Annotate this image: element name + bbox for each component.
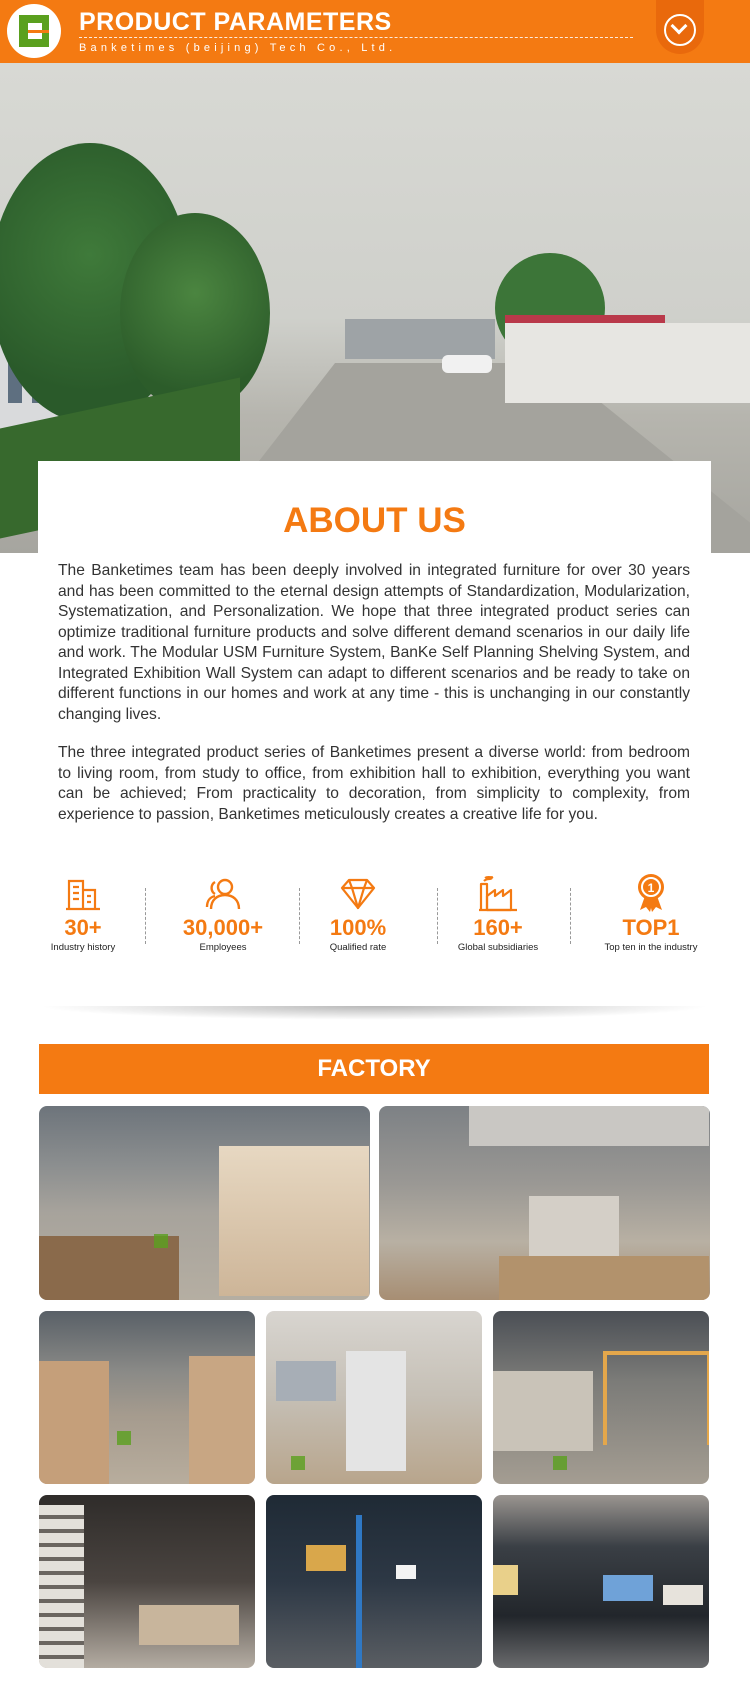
- factory-photo-7: [266, 1495, 482, 1668]
- stat-qualified-rate: 100% Qualified rate: [308, 876, 408, 953]
- stat-employees: 30,000+ Employees: [173, 876, 273, 953]
- card-shadow: [38, 1006, 711, 1020]
- factory-icon: [448, 876, 548, 914]
- about-title: ABOUT US: [283, 501, 466, 540]
- header-divider: [79, 37, 633, 38]
- stat-top-ten: 1 TOP1 Top ten in the industry: [591, 876, 711, 953]
- about-paragraph-2: The three integrated product series of Banketimes present a diverse world: from bedroom to living room, from study to office, from exhibition hall to exhibition, everything you want can be achieved; From practicality to decoration, from simplicity to complexity, from experience to passion, Banketimes meticulously creates a creative life for you.: [58, 744, 690, 823]
- about-card: [38, 461, 711, 1006]
- factory-photo-2: [379, 1106, 710, 1300]
- stats-row: [38, 876, 711, 966]
- factory-photo-3: [39, 1311, 255, 1484]
- factory-photo-6: [39, 1495, 255, 1668]
- medal-icon: [591, 876, 711, 914]
- stat-industry-history: 30+ Industry history: [38, 876, 128, 953]
- header-title: PRODUCT PARAMETERS: [79, 8, 392, 36]
- diamond-icon: [308, 876, 408, 914]
- factory-title: FACTORY: [39, 1044, 709, 1094]
- about-paragraph-1: The Banketimes team has been deeply involved in integrated furniture for over 30 years and has been committed to the eternal design attempts of Standardization, Modularization, Systematization, and Personalization. We hope that three integrated product series can optimize traditional furniture products and solve different demand scenarios in our daily life and work. The Modular USM Furniture System, BanKe Self Planning Shelving System, and Integrated Exhibition Wall System can adapt to different scenarios and be ready to take on different functions in our homes and work at any time - this is unchanging in our constantly changing lives.: [58, 562, 690, 723]
- factory-photo-1: [39, 1106, 370, 1300]
- stat-global-subsidiaries: 160+ Global subsidiaries: [448, 876, 548, 953]
- factory-photo-4: [266, 1311, 482, 1484]
- company-logo: [7, 4, 61, 58]
- factory-photo-5: [493, 1311, 709, 1484]
- header-subtitle: Banketimes (beijing) Tech Co., Ltd.: [79, 42, 397, 54]
- scroll-down-button[interactable]: [656, 0, 704, 54]
- svg-text:1: 1: [647, 881, 655, 895]
- building-icon: [38, 876, 128, 914]
- people-icon: [173, 876, 273, 914]
- header-bar: [0, 0, 750, 63]
- factory-photo-8: [493, 1495, 709, 1668]
